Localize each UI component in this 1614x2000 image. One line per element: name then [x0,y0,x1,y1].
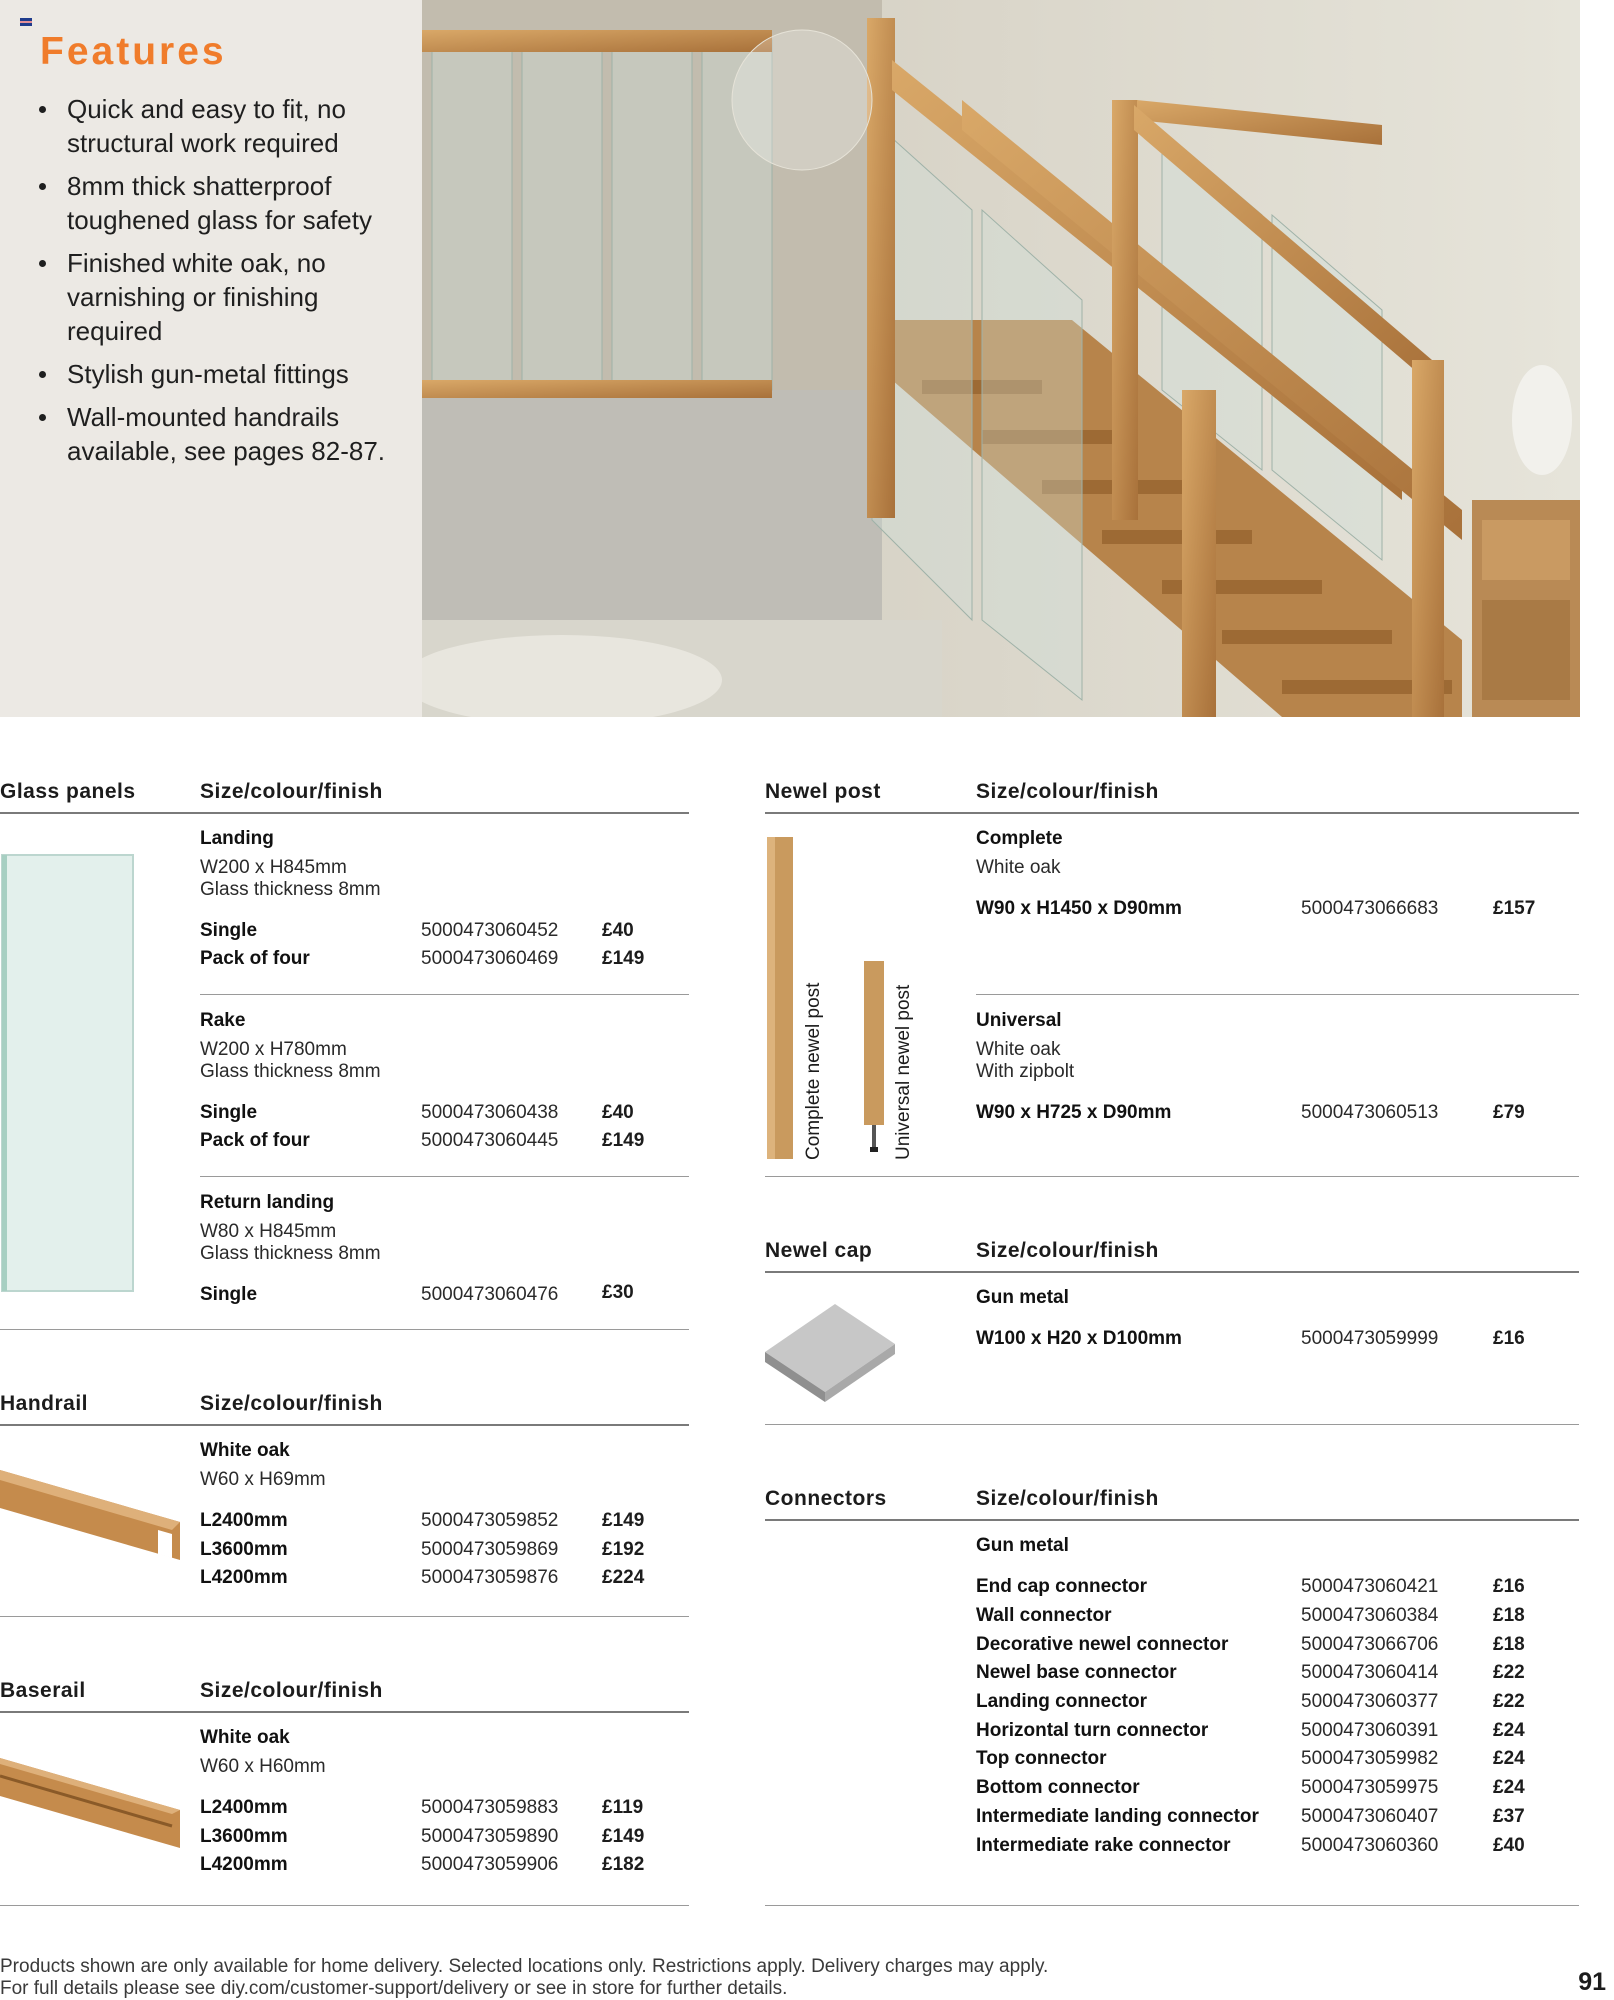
features-title: Features [40,30,227,73]
glass-return-thickness: Glass thickness 8mm [200,1243,381,1264]
product-code: 5000473059852 [421,1510,559,1531]
price: £40 [602,920,634,941]
universal-newel-post-label: Universal newel post [893,984,914,1160]
connector-label: Newel base connector [976,1662,1177,1683]
handrail-size: W60 x H69mm [200,1469,326,1490]
product-code: 5000473059876 [421,1567,559,1588]
product-code: 5000473060469 [421,948,559,969]
divider [976,994,1579,995]
product-code: 5000473059906 [421,1854,559,1875]
baserail-finish: White oak [200,1727,290,1748]
price: £149 [602,948,645,969]
baserail-row-label: L2400mm [200,1797,288,1818]
baserail-row-label: L4200mm [200,1854,288,1875]
glass-panel-image [0,853,135,1293]
glass-landing-row-label: Single [200,920,258,941]
flag-icon [20,18,32,26]
product-code: 5000473060421 [1301,1576,1439,1597]
product-code: 5000473060407 [1301,1806,1439,1827]
price: £22 [1493,1691,1525,1712]
feature-item: Quick and easy to fit, no structural work required [32,92,402,160]
divider [0,1616,689,1617]
newel-universal-name: Universal [976,1010,1062,1031]
product-code: 5000473059890 [421,1826,559,1847]
footer-disclaimer-line1: Products shown are only available for home delivery. Selected locations only. Restrictions apply. Delivery charges may apply. [0,1956,1049,1977]
price: £24 [1493,1777,1525,1798]
glass-return-name: Return landing [200,1192,335,1213]
connector-label: Intermediate landing connector [976,1806,1259,1827]
newel-post-col-header: Size/colour/finish [976,780,1159,803]
feature-item: Wall-mounted handrails available, see pages 82-87. [32,400,402,468]
newel-complete-finish: White oak [976,857,1061,878]
connector-label: Wall connector [976,1605,1112,1626]
newel-cap-image [765,1300,900,1405]
price: £40 [1493,1835,1525,1856]
price: £119 [602,1797,644,1818]
connector-label: Horizontal turn connector [976,1720,1209,1741]
price: £79 [1493,1102,1525,1123]
divider [765,1176,1579,1177]
product-code: 5000473060476 [421,1284,559,1305]
price: £24 [1493,1720,1525,1741]
newel-post-header: Newel post [765,780,881,803]
baserail-header: Baserail [0,1679,86,1702]
product-code: 5000473059975 [1301,1777,1439,1798]
connector-label: Decorative newel connector [976,1634,1229,1655]
divider [0,1711,689,1713]
handrail-row-label: L3600mm [200,1539,288,1560]
features-list [32,92,402,477]
price: £157 [1493,898,1536,919]
divider [765,1271,1579,1273]
divider [0,1424,689,1426]
price: £149 [602,1826,645,1847]
feature-item: Finished white oak, no varnishing or finishing required [32,246,402,348]
divider [765,1905,1579,1906]
connector-label: Landing connector [976,1691,1147,1712]
glass-return-row-label: Single [200,1284,258,1305]
glass-panels-header: Glass panels [0,780,136,803]
product-code: 5000473066683 [1301,898,1439,919]
newel-universal-extra: With zipbolt [976,1061,1075,1082]
glass-rake-row-label: Pack of four [200,1130,310,1151]
divider [765,812,1579,814]
price: £18 [1493,1605,1525,1626]
price: £18 [1493,1634,1525,1655]
price: £30 [602,1282,634,1303]
product-code: 5000473060445 [421,1130,559,1151]
handrail-row-label: L4200mm [200,1567,288,1588]
product-code: 5000473060414 [1301,1662,1439,1683]
glass-rake-thickness: Glass thickness 8mm [200,1061,381,1082]
product-code: 5000473060377 [1301,1691,1439,1712]
footer-disclaimer-line2: For full details please see diy.com/customer-support/delivery or see in store for further details. [0,1978,788,1999]
complete-newel-post-label: Complete newel post [803,982,824,1160]
connector-label: Intermediate rake connector [976,1835,1231,1856]
newel-cap-size: W100 x H20 x D100mm [976,1328,1182,1349]
price: £16 [1493,1576,1525,1597]
product-code: 5000473059982 [1301,1748,1439,1769]
glass-rake-size: W200 x H780mm [200,1039,347,1060]
product-code: 5000473059869 [421,1539,559,1560]
glass-landing-thickness: Glass thickness 8mm [200,879,381,900]
product-code: 5000473060391 [1301,1720,1439,1741]
product-code: 5000473059999 [1301,1328,1439,1349]
divider [0,812,689,814]
price: £182 [602,1854,645,1875]
price: £22 [1493,1662,1525,1683]
glass-return-size: W80 x H845mm [200,1221,337,1242]
connectors-header: Connectors [765,1487,887,1510]
baserail-size: W60 x H60mm [200,1756,326,1777]
handrail-col-header: Size/colour/finish [200,1392,383,1415]
divider [200,1176,689,1177]
product-code: 5000473060360 [1301,1835,1439,1856]
newel-universal-size: W90 x H725 x D90mm [976,1102,1172,1123]
glass-landing-size: W200 x H845mm [200,857,347,878]
baserail-row-label: L3600mm [200,1826,288,1847]
glass-rake-name: Rake [200,1010,246,1031]
price: £192 [602,1539,645,1560]
connector-label: Top connector [976,1748,1107,1769]
connector-label: End cap connector [976,1576,1148,1597]
newel-cap-finish: Gun metal [976,1287,1069,1308]
glass-panels-col-header: Size/colour/finish [200,780,383,803]
handrail-row-label: L2400mm [200,1510,288,1531]
newel-cap-header: Newel cap [765,1239,873,1262]
price: £149 [602,1130,645,1151]
product-code: 5000473066706 [1301,1634,1439,1655]
divider [0,1905,689,1906]
price: £16 [1493,1328,1525,1349]
divider [200,994,689,995]
price: £224 [602,1567,645,1588]
features-panel [0,0,422,717]
product-code: 5000473060438 [421,1102,559,1123]
connectors-finish: Gun metal [976,1535,1069,1556]
product-code: 5000473060513 [1301,1102,1439,1123]
glass-landing-row-label: Pack of four [200,948,310,969]
staircase-photo [422,0,1580,717]
handrail-header: Handrail [0,1392,89,1415]
newel-cap-col-header: Size/colour/finish [976,1239,1159,1262]
page-number: 91 [1578,1968,1606,1996]
newel-complete-size: W90 x H1450 x D90mm [976,898,1182,919]
price: £24 [1493,1748,1525,1769]
connectors-col-header: Size/colour/finish [976,1487,1159,1510]
feature-item: Stylish gun-metal fittings [32,357,402,391]
divider [765,1519,1579,1521]
divider [0,1329,689,1330]
baserail-image [0,1748,185,1858]
baserail-col-header: Size/colour/finish [200,1679,383,1702]
price: £40 [602,1102,634,1123]
divider [765,1424,1579,1425]
product-code: 5000473059883 [421,1797,559,1818]
price: £37 [1493,1806,1525,1827]
newel-universal-finish: White oak [976,1039,1061,1060]
product-code: 5000473060384 [1301,1605,1439,1626]
price: £149 [602,1510,645,1531]
handrail-finish: White oak [200,1440,290,1461]
handrail-image [0,1460,185,1570]
feature-item: 8mm thick shatterproof toughened glass for safety [32,169,402,237]
connector-label: Bottom connector [976,1777,1140,1798]
glass-landing-name: Landing [200,828,274,849]
glass-rake-row-label: Single [200,1102,258,1123]
newel-complete-name: Complete [976,828,1063,849]
product-code: 5000473060452 [421,920,559,941]
